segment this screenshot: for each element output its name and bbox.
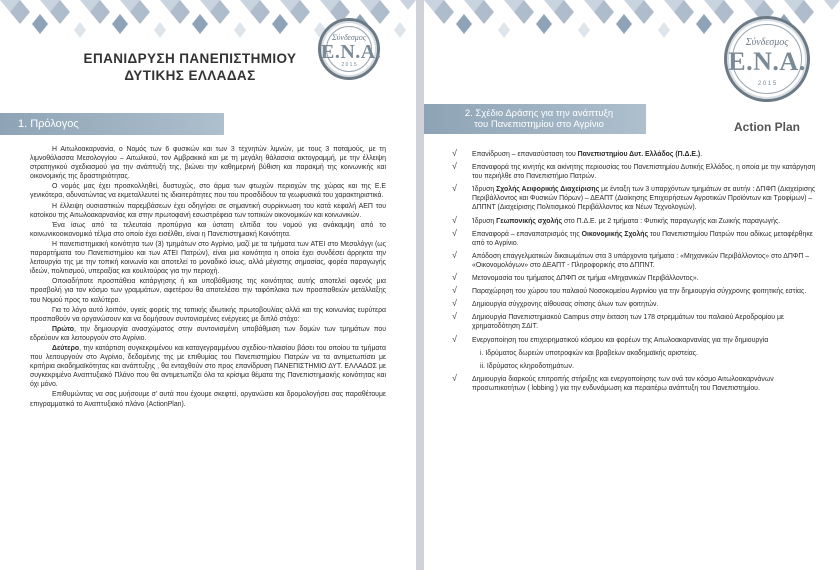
- paragraph: Ένα ίσως από τα τελευταία προπύργια και ύστατη ελπίδα του νομού για ανάκαμψη από το κοινωνικοοικονομικό τέλμα στο οποίο έχει εισέλθει, είναι η Πανεπιστημιακή Κοινότητα.: [30, 221, 386, 238]
- checkmark-icon: √: [452, 372, 457, 383]
- title-line-1: ΕΠΑΝΙΔΡΥΣΗ ΠΑΝΕΠΙΣΤΗΜΙΟΥ: [83, 51, 297, 66]
- list-item: √ Δημιουργία σύγχρονης αίθουσας σίτισης όλων των φοιτητών.: [452, 298, 659, 309]
- list-item: √ Δημιουργία διαρκούς επιτροπής στήριξης και ενεργοποίησης των ονά τον κόσμο Αιτωλοακαρνάνων προσωπικοτήτων ( lobbing ) για την ενδυνάμωση και περαιτέρω ανάπτυξη του Πανεπιστημίου.: [452, 372, 774, 392]
- seal-year: 2 0 1 5: [757, 81, 777, 87]
- paragraph: Επιθυμώντας να σας μυήσουμε σ' αυτά που έχουμε σκεφτεί, οργανώσει και δρομολογήσει σας παραθέτουμε επιγραμματικά το Αναπτυξιακό πλάνο (ActionPlan).: [30, 391, 386, 408]
- checkmark-icon: √: [452, 249, 457, 260]
- paragraph: Η Αιτωλοακαρνανία, ο Νομός των 6 φυσικών και των 3 τεχνητών λιμνών, με τους 3 ποταμούς, με τη λιμνοθάλασσα Μεσολογγίου – Αιτωλικού, τον Αμβρακικό και με τη μεγάλη θάλασσια ακτογραμμή, με την έλλειψη στρατηγικού σχεδιασμού για την ανάπτυξή της, βιώνει την καθημερινή βύθιση και παρακμή της κοινωνικής και οικονομικής της δραστηριότητας.: [30, 146, 386, 181]
- bold-lead: Πρώτο: [52, 325, 74, 333]
- section-heading-label: 1. Πρόλογος: [18, 118, 79, 130]
- paragraph: [30, 325, 386, 343]
- paragraph-rest: , την δημιουργία ανασχώματος στην συντονισμένη υποβάθμιση των δομών των τμημάτων που εδρεύουν και λειτουργούν στο Αγρίνιο.: [30, 325, 386, 342]
- checkmark-icon: √: [452, 311, 457, 322]
- left-page: [0, 0, 416, 570]
- seal-top-text: Σύνδεσμος: [745, 37, 789, 48]
- seal-top-text: Σύνδεσμος: [331, 33, 367, 42]
- checkmark-icon: √: [452, 285, 457, 296]
- paragraph-rest: , την κατάρτιση συγκεκριμένου και καταγεγραμμένου σχεδίου-πλαισίου βάσει του οποίου τα τμήματα που λειτουργούν στο Αγρίνιο, δεδομένης της με επιθυμίας του Πανεπιστημίου Πατρών να τα αντιμετωπίσει με κριτήρια ακαδημαϊκότητας και ανάπτυξης , θα ενταχθούν στο προς επανίδρυση ΠΑΝΕΠΙΣΤΗΜΙΟ ΔΥΤ. ΕΛΛΑΔΟΣ με συγκεκριμένο Αναπτυξιακό Πλάνο που θα αντιμετωπίζει όλα τα κρίσιμα θέματα της Πανεπιστημιακής κοινότητας και όχι μόνο.: [30, 344, 386, 389]
- checkmark-icon: √: [452, 161, 457, 172]
- prologue-text: [30, 145, 386, 410]
- checkmark-icon: √: [452, 183, 457, 194]
- list-item: √ Ενεργοποίηση του επιχειρηματικού κόσμου και φορέων της Αιτωλοακαρνανίας για την δημιουργία i. Ιδρύματος δωρεών υποτροφιών και βραβείων ακαδημαϊκής αριστείας. ii. Ιδρύματος κληροδοτημάτων.: [452, 336, 822, 371]
- list-item: √ Ίδρυση Γεωπονικής σχολής στο Π.Δ.Ε. με 2 τμήματα : Φυτικής παραγωγής και Ζωικής παραγωγής.: [452, 214, 781, 225]
- section-heading-action-plan: [424, 104, 646, 134]
- paragraph: [30, 344, 386, 389]
- checkmark-icon: √: [452, 227, 457, 238]
- list-item: √ Επαναφορά – επαναπατρισμός της Οικονομικής Σχολής του Πανεπιστημίου Πατρών που αδίκως μεταφέρθηκε από το Αγρίνιο.: [452, 227, 813, 247]
- section-heading-line-1: 2. Σχέδιο Δράσης για την ανάπτυξη: [464, 108, 614, 119]
- list-item: √ Μετονομασία του τμήματος ΔΠΦΠ σε τμήμα «Μηχανικών Περιβάλλοντος».: [452, 272, 699, 283]
- checkmark-icon: √: [452, 148, 457, 158]
- list-item: √ Επαναφορά της κινητής και ακίνητης περιουσίας του Πανεπιστημίου Δυτικής Ελλάδος, η οποία με την κατάργηση του περιήλθε στο Πανεπιστήμιο Πατρών.: [452, 161, 816, 181]
- paragraph: Η έλλειψη ουσιαστικών παρεμβάσεων έχει οδηγήσει σε σημαντική συρρίκνωση του κατά κεφαλή ΑΕΠ του κατοίκου της Αιτωλοακαρνανίας και στην πρωτοφανή εσωστρέφεια των τοπικών οικονομικών και κοινωνικών.: [30, 202, 386, 219]
- checkmark-icon: √: [452, 272, 457, 283]
- action-checklist: [452, 150, 822, 397]
- checkmark-icon: √: [452, 298, 457, 309]
- paragraph: Η πανεπιστημιακή κοινότητα των (3) τμημάτων στο Αγρίνιο, μαζί με τα τμήματα των ΑΤΕΙ στο Μεσολόγγι (ως παραρτήματα του Πανεπιστημίου και των ΑΤΕΙ Πατρών), είναι μια κοινότητα η οποία έχει συνδέσει άρρηκτα την λειτουργία της με την τοπική κοινωνία και αποτελεί το μοναδικό ίσως, αλλά μέγιστης σημασίας, φορέα παραγωγής ιδεών, πολιτισμού, υπεραξίας και κουλτούρας για την περιοχή.: [30, 240, 386, 276]
- paragraph: Για το λόγο αυτό λοιπόν, υγιείς φορείς της τοπικής ιδιωτικής πρωτοβουλίας αλλά και της κοινωνίας ευρύτερα προσπαθούν να οργανώσουν και να δομήσουν συντονισμένες ενέργειες με διπλό στόχο:: [30, 306, 386, 323]
- list-item: √ Δημιουργία Πανεπιστημιακού Campus στην έκταση των 178 στρεμμάτων του παλαιού Αεροδρομίου με χρηματοδότηση ΣΔΙΤ.: [452, 311, 784, 331]
- right-page: [424, 0, 840, 570]
- list-item: √ Απόδοση επαγγελματικών δικαιωμάτων στα 3 υπάρχοντα τμήματα : «Μηχανικών Περιβάλλοντος» στο ΔΠΦΠ – «Οικονομολόγων» στο ΔΕΑΠΤ - Πληροφορικής στο ΔΠΠΝΤ.: [452, 249, 810, 269]
- page-title: [70, 50, 310, 84]
- seal-year: 2 0 1 5: [341, 62, 357, 68]
- seal-main-text: Ε.Ν.Α.: [728, 47, 806, 76]
- section-heading-line-2: του Πανεπιστημίου στο Αγρίνιο: [474, 119, 604, 130]
- ena-logo-seal: [724, 16, 810, 102]
- checkmark-icon: √: [452, 214, 457, 225]
- title-line-2: ΔΥΤΙΚΗΣ ΕΛΛΑΔΑΣ: [124, 68, 256, 83]
- action-plan-label: Action Plan: [733, 120, 800, 134]
- checkmark-icon: √: [452, 333, 457, 344]
- list-item: √ Ίδρυση Σχολής Αειφορικής Διαχείρισης με ένταξη των 3 υπαρχόντων τμημάτων σε αυτήν : ΔΠΦΠ (Διαχείρισης Περιβάλλοντος και Φυσικών Πόρων) – ΔΕΑΠΤ (Διοίκησης Επιχειρήσεων Αγροτικών Προϊόντων και Τροφίμων) – ΔΠΠΝΤ (Διαχείρισης Πολιτισμικού Περιβάλλοντος και Νέων Τεχνολογιών).: [452, 183, 816, 212]
- section-heading-prologue: [0, 113, 224, 135]
- paragraph: Ο νομός μας έχει προσκολληθεί, δυστυχώς, στο άρμα των φτωχών περιοχών της χώρας και της Ε.Ε γενικότερα, αδυνατώντας να εκμεταλλευτεί τις ιδιαιτερότητες που του προσδίδουν τα γεωφυσικά του χαρακτηριστικά.: [30, 183, 386, 200]
- sub-item: ii. Ιδρύματος κληροδοτημάτων.: [480, 362, 574, 370]
- seal-main-text: Ε.Ν.Α.: [321, 41, 382, 63]
- sub-item: i. Ιδρύματος δωρεών υποτροφιών και βραβείων ακαδημαϊκής αριστείας.: [480, 349, 698, 357]
- paragraph: Οποιαδήποτε προσπάθεια κατάργησης ή και υποβάθμισης της κοινότητας αυτής αποτελεί αφενός μια προσβολή για τον κόσμο των γραμμάτων, αφετέρου θα αποτελέσει την ταφόπλακα των προσπαθειών μετάλλαξης του Νομού προς το καλύτερο.: [30, 278, 386, 304]
- ena-logo-seal: [318, 18, 380, 80]
- bold-lead: Δεύτερο: [52, 344, 80, 352]
- list-item: √ Παραχώρηση του χώρου του παλαιού Νοσοκομείου Αγρινίου για την δημιουργία σύγχρονης φοιτητικής εστίας.: [452, 285, 807, 296]
- list-item: √ Επανίδρυση – επανασύσταση του Πανεπιστημίου Δυτ. Ελλάδος (Π.Δ.Ε.).: [452, 148, 703, 158]
